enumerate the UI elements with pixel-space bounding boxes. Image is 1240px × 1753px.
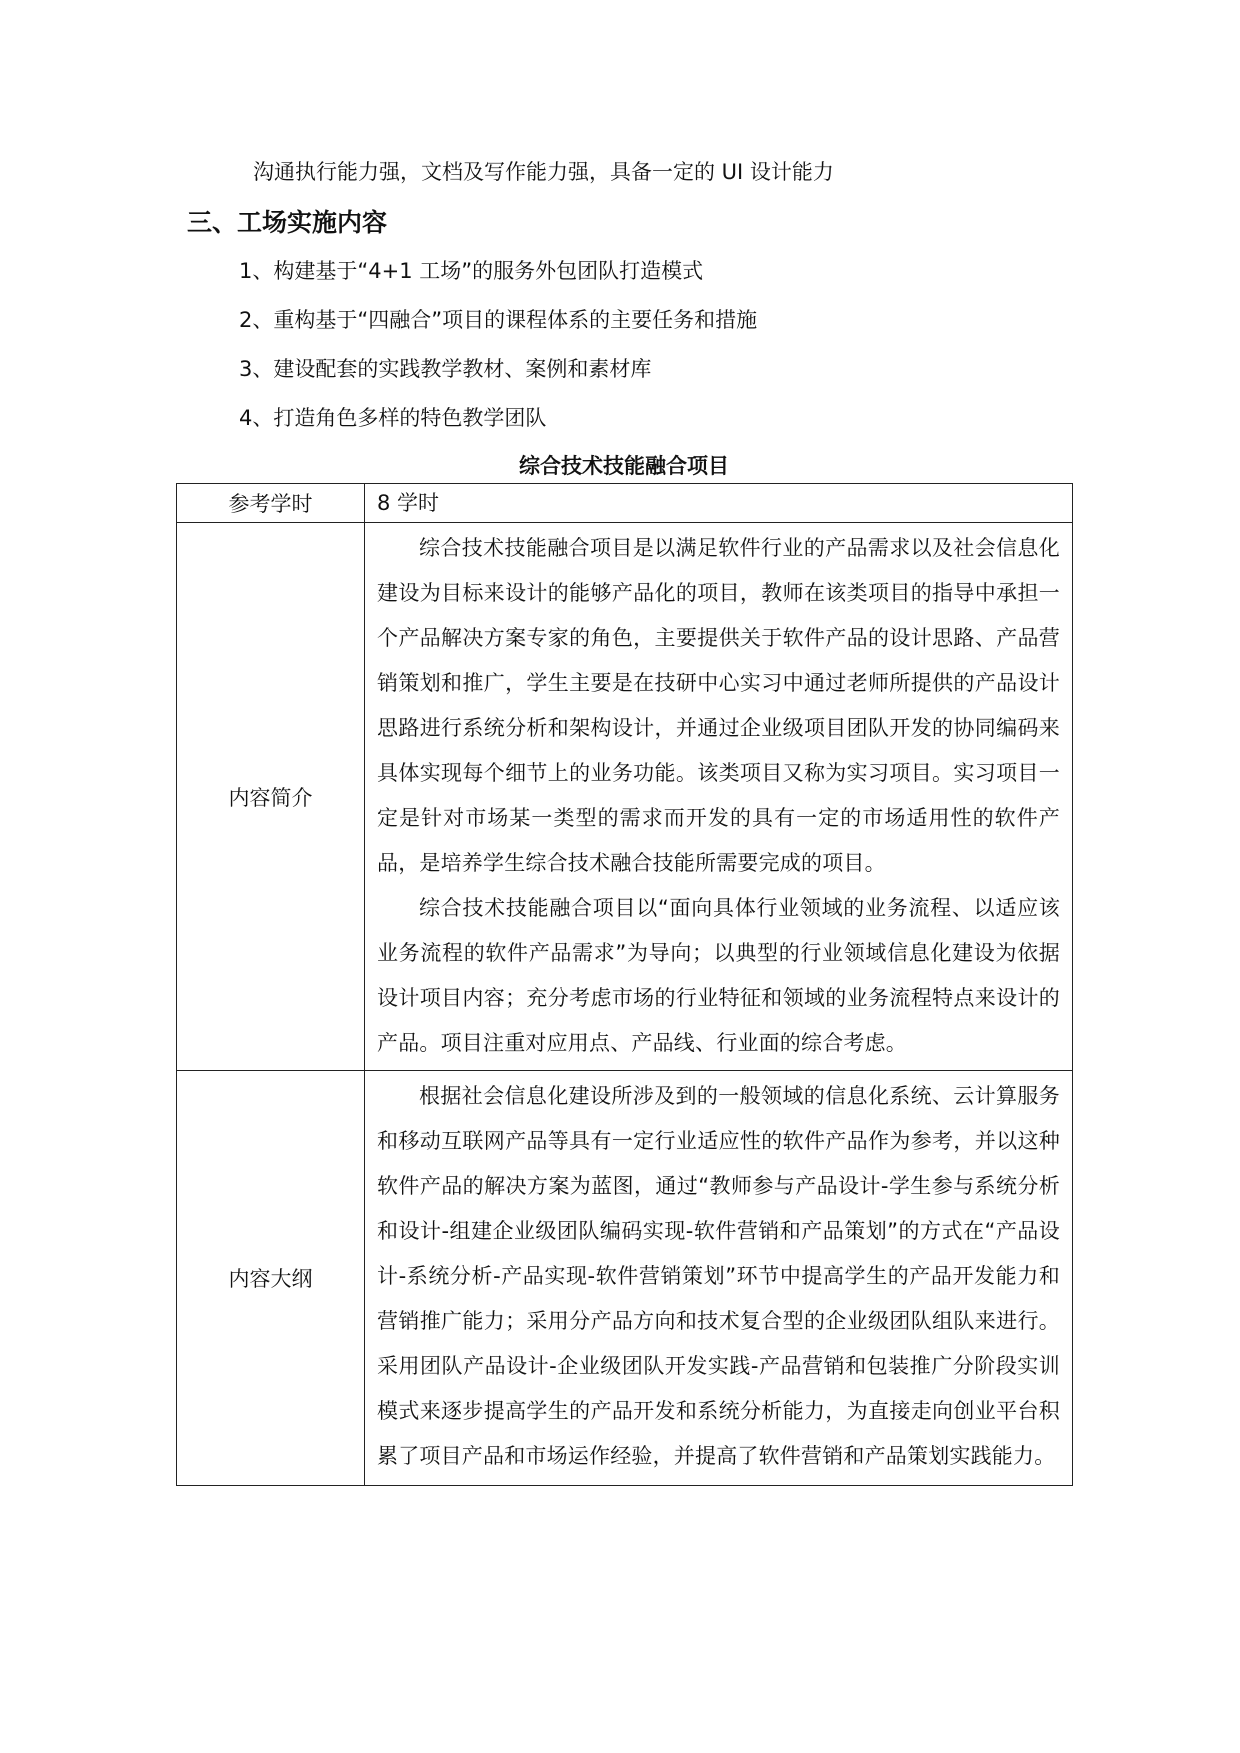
label-reference-hours: 参考学时 bbox=[177, 484, 365, 523]
content-outline-paragraph-1: 根据社会信息化建设所涉及到的一般领域的信息化系统、云计算服务和移动互联网产品等具有一定行业适应性的软件产品作为参考，并以这种软件产品的解决方案为蓝图，通过“教师参与产品设计-学生参与系统分析和设计-组建企业级团队编码实现-软件营销和产品策划”的方式在“产品设计-系统分析-产品实现-软件营销策划”环节中提高学生的产品开发能力和营销推广能力；采用分产品方向和技术复合型的企业级团队组队来进行。采用团队产品设计-企业级团队开发实践-产品营销和包装推广分阶段实训模式来逐步提高学生的产品开发和系统分析能力，为直接走向创业平台积累了项目产品和市场运作经验，并提高了软件营销和产品策划实践能力。 bbox=[377, 1084, 1060, 1468]
content-intro-text bbox=[365, 523, 1073, 1071]
list-item: 4、打造角色多样的特色教学团队 bbox=[239, 406, 547, 430]
content-intro-paragraph-1: 综合技术技能融合项目是以满足软件行业的产品需求以及社会信息化建设为目标来设计的能够产品化的项目，教师在该类项目的指导中承担一个产品解决方案专家的角色，主要提供关于软件产品的设计思路、产品营销策划和推广，学生主要是在技研中心实习中通过老师所提供的产品设计思路进行系统分析和架构设计，并通过企业级项目团队开发的协同编码来具体实现每个细节上的业务功能。该类项目又称为实习项目。实习项目一定是针对市场某一类型的需求而开发的具有一定的市场适用性的软件产品，是培养学生综合技术融合技能所需要完成的项目。 bbox=[377, 536, 1060, 875]
table-row-reference-hours bbox=[177, 484, 1073, 523]
list-item: 1、构建基于“4+1 工场”的服务外包团队打造模式 bbox=[239, 259, 704, 283]
label-content-outline: 内容大纲 bbox=[177, 1071, 365, 1486]
table-row-content-intro bbox=[177, 523, 1073, 1071]
content-outline-text bbox=[365, 1071, 1073, 1486]
project-table bbox=[176, 483, 1073, 1486]
list-item: 2、重构基于“四融合”项目的课程体系的主要任务和措施 bbox=[239, 308, 758, 332]
value-reference-hours: 8 学时 bbox=[365, 484, 1073, 523]
intro-line: 沟通执行能力强，文档及写作能力强，具备一定的 UI 设计能力 bbox=[253, 160, 834, 184]
list-item: 3、建设配套的实践教学教材、案例和素材库 bbox=[239, 357, 652, 381]
label-content-intro: 内容简介 bbox=[177, 523, 365, 1071]
table-title: 综合技术技能融合项目 bbox=[519, 454, 729, 478]
table-row-content-outline bbox=[177, 1071, 1073, 1486]
content-intro-paragraph-2: 综合技术技能融合项目以“面向具体行业领域的业务流程、以适应该业务流程的软件产品需求”为导向；以典型的行业领域信息化建设为依据设计项目内容；充分考虑市场的行业特征和领域的业务流程特点来设计的产品。项目注重对应用点、产品线、行业面的综合考虑。 bbox=[377, 896, 1060, 1055]
section-heading: 三、工场实施内容 bbox=[187, 208, 388, 237]
